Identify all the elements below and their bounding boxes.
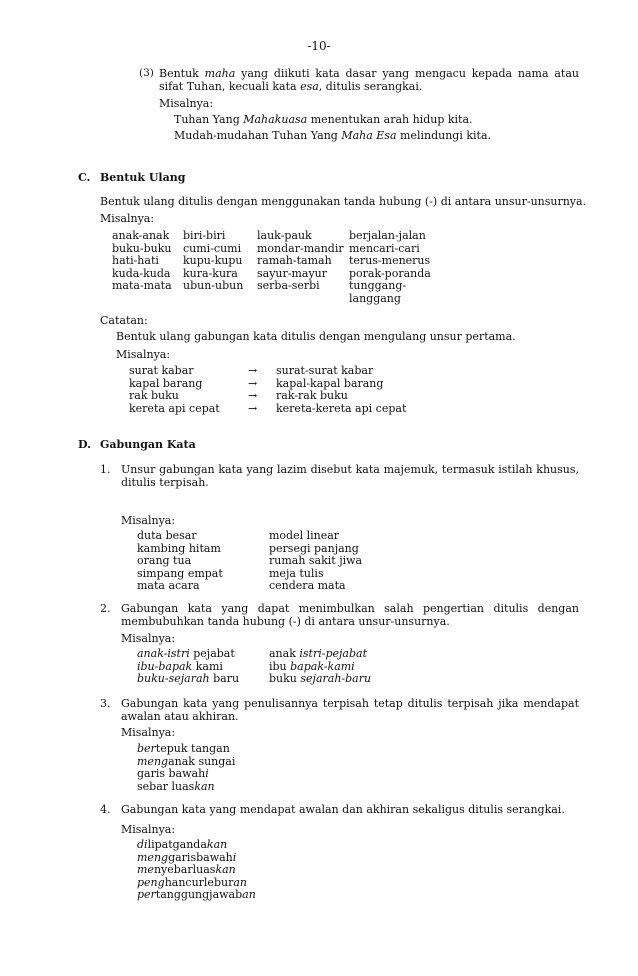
suffix: i bbox=[232, 850, 237, 864]
suffix: kan bbox=[194, 779, 215, 793]
italic-part: buku-sejarah bbox=[137, 672, 210, 686]
italic-part: anak-istri bbox=[137, 647, 190, 660]
plain-part: kami bbox=[192, 659, 223, 673]
item-3-text: Gabungan kata yang penulisannya terpisah tetap ditulis terpisah jika mendapat awalan atau akhiran. bbox=[121, 697, 579, 723]
base: hancurlebur bbox=[164, 875, 234, 889]
example-line bbox=[269, 647, 371, 660]
example-line bbox=[137, 888, 256, 901]
prefix: peng bbox=[137, 875, 165, 889]
base: garisbawah bbox=[168, 850, 233, 864]
word: porak-poranda bbox=[349, 266, 431, 280]
italic-part: sejarah-baru bbox=[300, 672, 372, 686]
item-2-left-column bbox=[137, 647, 239, 685]
rule-3-esa: esa bbox=[300, 80, 319, 93]
prefix: meng bbox=[137, 754, 169, 768]
arrow-icon: → bbox=[248, 376, 258, 390]
compound-word: kambing hitam bbox=[137, 541, 221, 555]
note-example-label: Misalnya: bbox=[116, 348, 171, 361]
rule-3-example-label: Misalnya: bbox=[159, 97, 214, 110]
base: anak sungai bbox=[168, 754, 236, 768]
rule-3-ex1-a: Tuhan Yang bbox=[174, 113, 244, 126]
suffix: kan bbox=[215, 863, 236, 877]
prefix: meng bbox=[137, 850, 169, 864]
base: garis bawah bbox=[137, 767, 206, 781]
item-2-right-column bbox=[269, 647, 371, 685]
item-3-example-label: Misalnya: bbox=[121, 726, 176, 739]
example-line bbox=[137, 660, 239, 673]
reduplication-column-1 bbox=[112, 229, 172, 292]
rule-3-text-b: yang diikuti kata dasar yang mengacu kepada nama atau sifat Tuhan, kecuali kata bbox=[159, 67, 579, 93]
base: tanggungjawab bbox=[155, 888, 243, 902]
pair-from: kapal barang bbox=[129, 376, 203, 390]
item-1-example-label: Misalnya: bbox=[121, 514, 176, 527]
rule-3-text-a: Bentuk bbox=[159, 67, 205, 80]
word: serba-serbi bbox=[257, 279, 320, 293]
prefix: me bbox=[137, 863, 154, 877]
rule-3-ex1-b: Mahakuasa bbox=[243, 113, 308, 126]
example-line bbox=[137, 851, 256, 864]
word: terus-menerus bbox=[349, 254, 431, 268]
rule-3-ex2-c: melindungi kita. bbox=[396, 129, 492, 142]
word: sayur-mayur bbox=[257, 266, 328, 280]
section-c-intro: Bentuk ulang ditulis dengan menggunakan tanda hubung (-) di antara unsur-unsurnya. bbox=[100, 195, 587, 208]
example-line bbox=[137, 876, 256, 889]
base: lipatganda bbox=[147, 838, 207, 851]
section-d-letter: D. bbox=[78, 438, 91, 451]
word: berjalan-jalan bbox=[349, 229, 426, 242]
arrow-icon: → bbox=[248, 389, 258, 403]
reduplication-column-4 bbox=[349, 229, 431, 305]
pair-arrow-column bbox=[248, 364, 257, 414]
arrow-icon: → bbox=[248, 364, 258, 377]
item-4-number: 4. bbox=[100, 803, 111, 816]
word: mondar-mandir bbox=[257, 241, 344, 255]
reduplication-column-3 bbox=[257, 229, 344, 292]
example-line bbox=[137, 863, 256, 876]
word: ubun-ubun bbox=[183, 279, 244, 293]
rule-3-text-c: , ditulis serangkai. bbox=[318, 80, 423, 93]
italic-part: istri-pejabat bbox=[299, 647, 367, 660]
pair-to: rak-rak buku bbox=[276, 389, 348, 403]
compound-word: cendera mata bbox=[269, 579, 346, 593]
compound-word: duta besar bbox=[137, 529, 197, 542]
item-1-number: 1. bbox=[100, 463, 111, 476]
item-2-text: Gabungan kata yang dapat menimbulkan salah pengertian ditulis dengan membubuhkan tanda hubung (-) di antara unsur-unsurnya. bbox=[121, 602, 579, 628]
pair-from: kereta api cepat bbox=[129, 401, 220, 415]
word: cumi-cumi bbox=[183, 241, 242, 255]
compound-word: model linear bbox=[269, 529, 340, 542]
example-line bbox=[137, 838, 256, 851]
pair-from-column bbox=[129, 364, 220, 414]
word: hati-hati bbox=[112, 254, 159, 268]
pair-to-column bbox=[276, 364, 406, 414]
suffix: an bbox=[233, 875, 247, 889]
word: kuda-kuda bbox=[112, 266, 171, 280]
example-line bbox=[137, 755, 235, 768]
rule-3-example-2 bbox=[174, 129, 491, 142]
reduplication-column-2 bbox=[183, 229, 243, 292]
rule-3-text bbox=[159, 67, 579, 93]
item-3-number: 3. bbox=[100, 697, 111, 710]
item-4-example-label: Misalnya: bbox=[121, 823, 176, 836]
example-line bbox=[137, 780, 235, 793]
section-d-title: Gabungan Kata bbox=[100, 438, 196, 451]
word: ramah-tamah bbox=[257, 254, 332, 268]
word: buku-buku bbox=[112, 241, 172, 255]
word: langgang bbox=[349, 291, 401, 305]
italic-part: ibu-bapak bbox=[137, 659, 193, 673]
word: biri-biri bbox=[183, 229, 226, 242]
word: anak-anak bbox=[112, 229, 170, 242]
compound-word: meja tulis bbox=[269, 566, 324, 580]
prefix: per bbox=[137, 888, 156, 902]
rule-3-example-1 bbox=[174, 113, 473, 126]
page-number: -10- bbox=[307, 39, 331, 53]
word: mata-mata bbox=[112, 279, 172, 293]
word: kupu-kupu bbox=[183, 254, 243, 268]
word: kura-kura bbox=[183, 266, 238, 280]
compound-word: mata acara bbox=[137, 579, 200, 593]
pair-to: surat-surat kabar bbox=[276, 364, 374, 377]
word: tunggang- bbox=[349, 279, 407, 293]
item-1-text: Unsur gabungan kata yang lazim disebut kata majemuk, termasuk istilah khusus, ditulis terpisah. bbox=[121, 463, 579, 489]
item-1-column-1 bbox=[137, 529, 223, 592]
compound-word: rumah sakit jiwa bbox=[269, 554, 363, 568]
compound-word: simpang empat bbox=[137, 566, 223, 580]
note-text: Bentuk ulang gabungan kata ditulis dengan mengulang unsur pertama. bbox=[116, 330, 516, 343]
section-c-example-label: Misalnya: bbox=[100, 212, 155, 225]
rule-3-number: (3) bbox=[139, 67, 154, 79]
rule-3-ex1-c: menentukan arah hidup kita. bbox=[307, 113, 473, 126]
italic-part: bapak-kami bbox=[290, 659, 355, 673]
suffix: kan bbox=[206, 838, 228, 851]
rule-3-maha: maha bbox=[204, 67, 236, 80]
section-c-title: Bentuk Ulang bbox=[100, 171, 186, 184]
pair-from: rak buku bbox=[129, 389, 179, 403]
example-line bbox=[137, 742, 235, 755]
item-2-number: 2. bbox=[100, 602, 111, 615]
example-line bbox=[137, 672, 239, 685]
plain-part: pejabat bbox=[189, 647, 235, 660]
example-line bbox=[269, 660, 371, 673]
pair-from: surat kabar bbox=[129, 364, 194, 377]
note-label: Catatan: bbox=[100, 314, 148, 327]
compound-word: orang tua bbox=[137, 554, 192, 568]
suffix: i bbox=[205, 767, 209, 781]
suffix: an bbox=[242, 888, 256, 902]
section-c-letter: C. bbox=[78, 171, 91, 184]
arrow-icon: → bbox=[248, 401, 258, 415]
rule-3-ex2-b: Maha Esa bbox=[341, 129, 397, 142]
base: sebar luas bbox=[137, 779, 195, 793]
plain-part: anak bbox=[269, 647, 300, 660]
item-3-examples bbox=[137, 742, 235, 792]
item-4-examples bbox=[137, 838, 256, 901]
pair-to: kapal-kapal barang bbox=[276, 376, 384, 390]
example-line bbox=[137, 767, 235, 780]
word: lauk-pauk bbox=[257, 229, 312, 242]
prefix: ber bbox=[137, 742, 156, 755]
example-line bbox=[269, 672, 371, 685]
word: mencari-cari bbox=[349, 241, 420, 255]
item-4-text: Gabungan kata yang mendapat awalan dan akhiran sekaligus ditulis serangkai. bbox=[121, 803, 565, 816]
item-2-example-label: Misalnya: bbox=[121, 632, 176, 645]
rule-3-ex2-a: Mudah-mudahan Tuhan Yang bbox=[174, 129, 342, 142]
example-line bbox=[137, 647, 239, 660]
compound-word: persegi panjang bbox=[269, 541, 359, 555]
plain-part: buku bbox=[269, 672, 301, 686]
base: tepuk tangan bbox=[155, 742, 230, 755]
plain-part: ibu bbox=[269, 659, 291, 673]
prefix: di bbox=[137, 838, 148, 851]
item-1-column-2 bbox=[269, 529, 362, 592]
base: nyebarluas bbox=[153, 863, 216, 877]
plain-part: baru bbox=[209, 672, 240, 686]
pair-to: kereta-kereta api cepat bbox=[276, 401, 407, 415]
